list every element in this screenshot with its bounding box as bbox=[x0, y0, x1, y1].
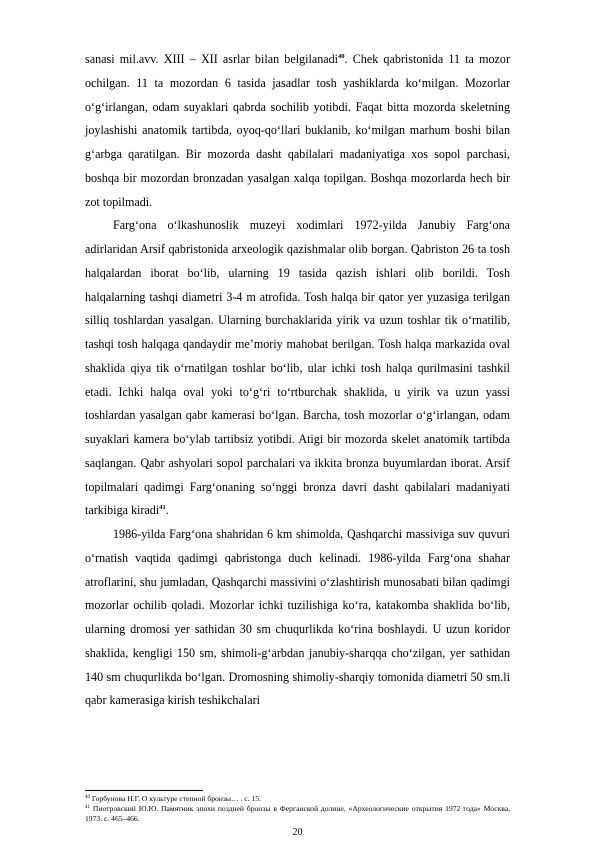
footnote-number: 40 bbox=[85, 795, 90, 800]
footnote-text: Пиотровский Ю.Ю. Памятник эпохи поздней бронзы в Ферганской долине. «Археологические открытия 1972 года» Москва, 1973. с. 465–466. bbox=[85, 804, 511, 823]
footnote-41 bbox=[85, 804, 510, 824]
document-body bbox=[85, 48, 510, 713]
paragraph-3: 1986-yilda Farg‘ona shahridan 6 km shimolda, Qashqarchi massiviga suv quvuri o‘rnatish vaqtida qadimgi qabristonga duch kelinadi. 1986-yilda Farg‘ona shahar atroflarini, shu jumladan, Qashqarchi massivini o‘zlashtirish munosabati bilan qadimgi mozorlar ochilib qoladi. Mozorlar ichki tuzilishiga ko‘ra, katakomba shaklida bo‘lib, ularning dromosi yer sathidan 30 sm chuqurlikda ko‘rina boshlaydi. U uzun koridor shaklida, kengligi 150 sm, shimoli-g‘arbdan janubiy-sharqqa cho‘zilgan, yer sathidan 140 sm chuqurlikda bo‘lgan. Dromosning shimoliy-sharqiy tomonida diametri 50 sm.li qabr kamerasiga kirish teshikchalari bbox=[85, 527, 510, 708]
footnote-number: 41 bbox=[85, 805, 90, 810]
page-number: 20 bbox=[292, 827, 303, 838]
footnote-40 bbox=[85, 794, 510, 804]
footnotes bbox=[85, 794, 510, 824]
paragraph-1-text-before: sanasi mil.avv. XIII – XII asrlar bilan belgilanadi bbox=[85, 52, 339, 66]
paragraph-1-text-after: . Chek qabristonida 11 ta mozor ochilgan. 11 ta mozordan 6 tasida jasadlar tosh yashiklarda ko‘milgan. Mozorlar o‘g‘irlangan, odam suyaklari qabrda sochilib yotibdi. Faqat bitta mozorda skeletning joylashishi anatomik tartibda, oyoq-qo‘llari buklanib, ko‘milgan marhum boshi bilan g‘arbga qaratilgan. Bir mozorda dasht qabilalari madaniyatiga xos sopol parchasi, boshqa bir mozordan bronzadan yasalgan xalqa topilgan. Boshqa mozorlarda hech bir zot topilmadi. bbox=[85, 52, 510, 209]
paragraph-2-text-after: . bbox=[165, 503, 169, 518]
paragraph-1 bbox=[85, 48, 510, 214]
paragraph-2-text-before: Farg‘ona o‘lkashunoslik muzeyi xodimlari 1972-yilda Janubiy Farg‘ona adirlaridan Arsif qabristonida arxeologik qazishmalar olib borgan. Qabriston 26 ta tosh halqalardan iborat bo‘lib, ularning 19 tasida qazish ishlari olib borildi. Tosh halqalarning tashqi diametri 3-4 m atrofida. Tosh halqa bir qator yer yuzasiga terilgan silliq toshlardan yasalgan. Ularning burchaklarida yirik va uzun toshlar tik o‘rnatilib, tashqi tosh halqaga qandaydir me’moriy mahobat berilgan. Tosh halqa markazida oval shaklida qiya tik o‘rnatilgan toshlar bo‘lib, ular ichki tosh halqa qurilmasini tashkil etadi. Ichki halqa oval yoki to‘g‘ri to‘rtburchak shaklida, u yirik va uzun yassi toshlardan yasalgan qabr kamerasi bo‘lgan. Barcha, tosh mozorlar o‘g‘irlangan, odam suyaklari kamera bo‘ylab tartibsiz yotibdi. Atigi bir mozorda skelet anatomik tartibda saqlangan. Qabr ashyolari sopol parchalari va ikkita bronza buyumlardan iborat. Arsif topilmalari qadimgi Farg‘onaning so‘nggi bronza davri dasht qabilalari madaniyati tarkibiga kiradi bbox=[85, 218, 510, 518]
footnote-ref-41[interactable]: 41 bbox=[159, 504, 166, 512]
footnote-separator bbox=[85, 790, 203, 791]
paragraph-2 bbox=[85, 214, 510, 523]
footnote-ref-40[interactable]: 40 bbox=[338, 53, 345, 60]
footnote-text: Горбунова Н.Г. О культуре степной бронзы… . с. 15. bbox=[91, 794, 261, 803]
